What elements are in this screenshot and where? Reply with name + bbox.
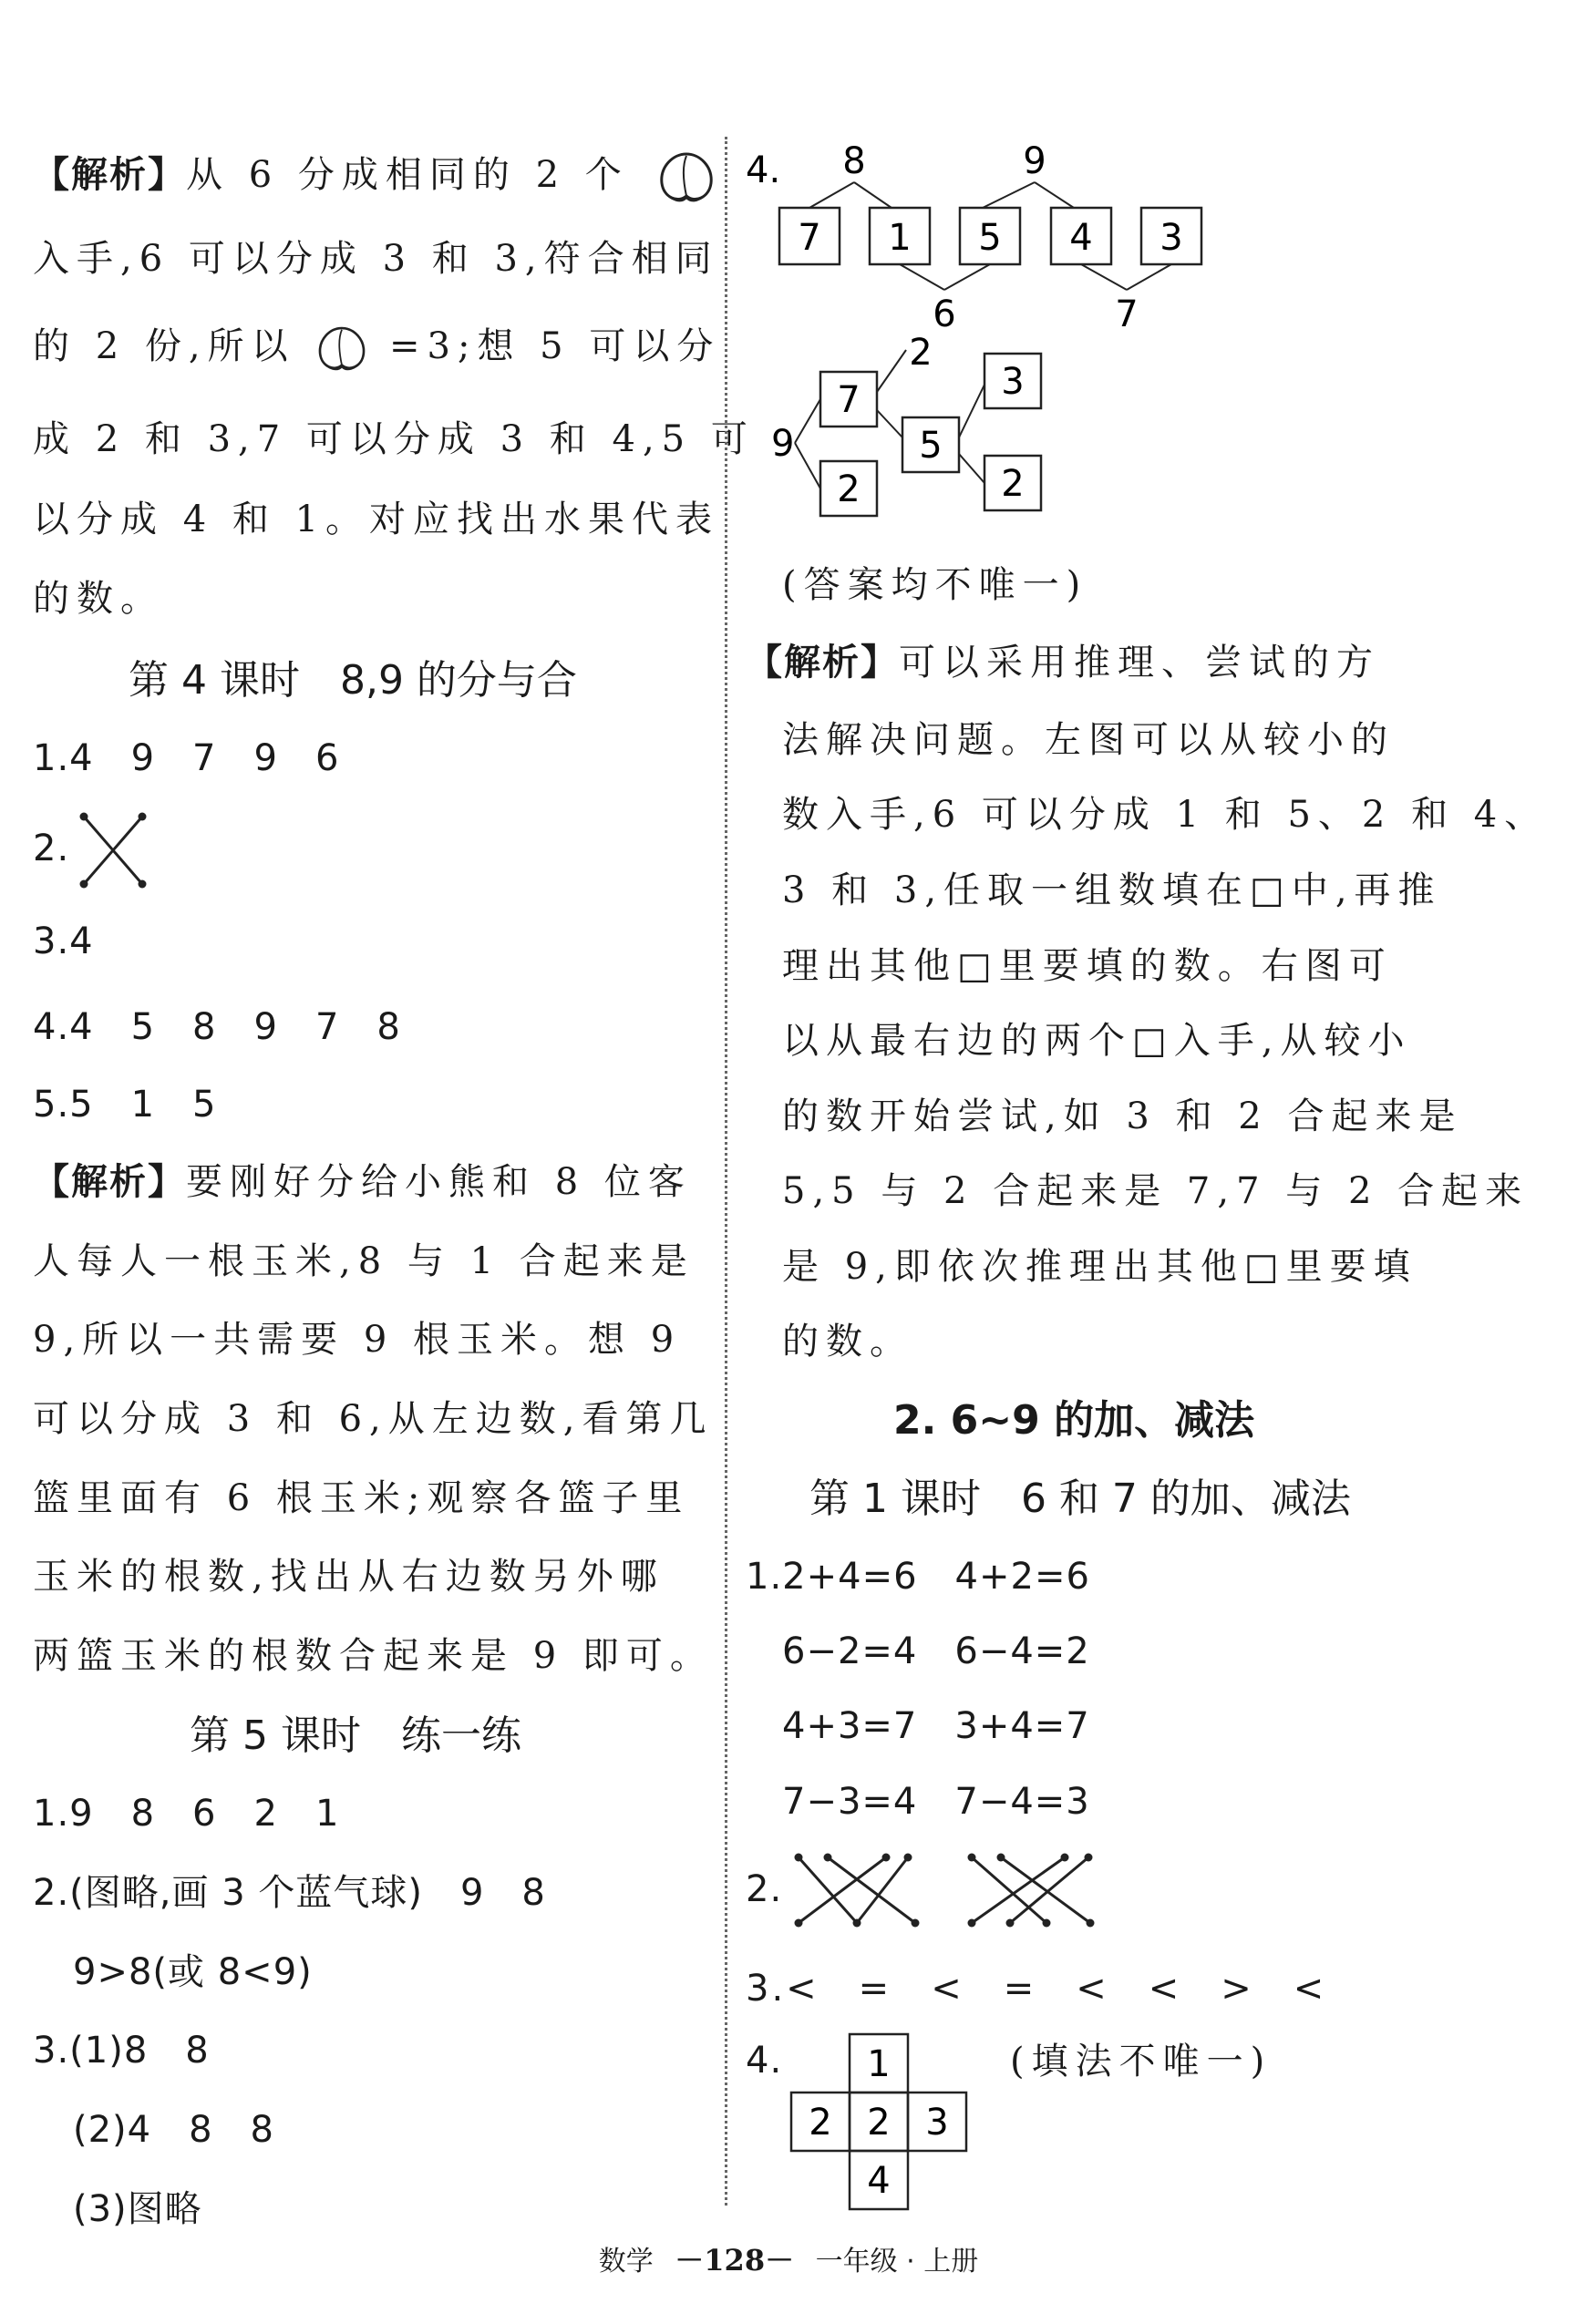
lesson-5-answer-2: 2.(图略,画 3 个蓝气球) 9 8 bbox=[33, 1872, 546, 1914]
analysis-bracket: 【解析】 bbox=[33, 1160, 186, 1203]
box-value: 3 bbox=[1160, 217, 1183, 259]
tree-root: 9 bbox=[771, 423, 795, 465]
lesson-4-title: 第 4 课时 8,9 的分与合 bbox=[129, 657, 577, 704]
lesson-5-answer-2b: 9>8(或 8<9) bbox=[73, 1951, 313, 1993]
lesson-5-answer-3c: (3)图略 bbox=[73, 2188, 202, 2230]
analysis-1-line-1: 【解析】从 6 分成相同的 2 个 bbox=[33, 146, 718, 209]
section-2-answer-3: 3.< = < = < < > < bbox=[746, 1968, 1327, 2010]
equation-line: 6−2=4 6−4=2 bbox=[782, 1630, 1090, 1672]
q4-label: 4. bbox=[746, 149, 781, 191]
grid-top: 1 bbox=[867, 2043, 891, 2085]
tree-branch-top: 2 bbox=[909, 337, 933, 374]
lesson-4-answer-5: 5.5 1 5 bbox=[33, 1084, 217, 1126]
bottom-number: 6 bbox=[933, 293, 956, 335]
analysis-3-line-5: 理出其他□里要填的数。右图可 bbox=[782, 945, 1393, 987]
analysis-3-line-1: 【解析】可以采用推理、尝试的方 bbox=[746, 641, 1380, 684]
tree-right-bottom: 2 bbox=[1001, 463, 1025, 505]
page-number: －128－ bbox=[675, 2243, 795, 2278]
analysis-2-line-3: 9,所以一共需要 9 根玉米。想 9 bbox=[33, 1319, 682, 1361]
analysis-1-line-3: 的 2 份,所以 =3;想 5 可以分 bbox=[33, 317, 720, 376]
analysis-3-line-4: 3 和 3,任取一组数填在□中,再推 bbox=[782, 869, 1442, 911]
analysis-bracket: 【解析】 bbox=[33, 153, 186, 196]
analysis-3-line-10: 的数。 bbox=[782, 1321, 913, 1363]
lesson-5-answer-3: 3.(1)8 8 bbox=[33, 2030, 210, 2072]
box-value: 1 bbox=[888, 217, 912, 259]
equation-line: 7−3=4 7−4=3 bbox=[782, 1781, 1090, 1823]
tree-mid-top: 7 bbox=[837, 379, 861, 421]
grid-right: 3 bbox=[925, 2102, 949, 2144]
tree-mid-bottom: 2 bbox=[837, 468, 861, 510]
equation-line: 4+3=7 3+4=7 bbox=[782, 1705, 1090, 1747]
analysis-1-line-5: 以分成 4 和 1。对应找出水果代表 bbox=[33, 499, 720, 540]
grid-center: 2 bbox=[867, 2102, 891, 2144]
cross-grid-diagram bbox=[788, 2031, 970, 2231]
bottom-number: 7 bbox=[1115, 293, 1139, 335]
analysis-3-line-9: 是 9,即依次推理出其他□里要填 bbox=[782, 1246, 1417, 1288]
analysis-2-line-2: 人每人一根玉米,8 与 1 合起来是 bbox=[33, 1240, 695, 1282]
grid-left: 2 bbox=[809, 2102, 832, 2144]
peach-icon bbox=[314, 322, 370, 376]
analysis-3-line-6: 以从最右边的两个□入手,从较小 bbox=[782, 1020, 1412, 1062]
box-value: 4 bbox=[1069, 217, 1093, 259]
section-2-title: 2. 6~9 的加、减法 bbox=[893, 1397, 1255, 1444]
q4-note: (答案均不唯一) bbox=[782, 564, 1088, 606]
lesson-4-answer-1: 1.4 9 7 9 6 bbox=[33, 737, 340, 779]
analysis-3-line-3: 数入手,6 可以分成 1 和 5、2 和 4、 bbox=[782, 794, 1549, 836]
page-footer bbox=[0, 2237, 1577, 2279]
number-chain-diagram bbox=[746, 128, 1220, 346]
matching-lines-diagram bbox=[791, 1850, 1101, 1932]
analysis-2-line-7: 两篮玉米的根数合起来是 9 即可。 bbox=[33, 1635, 714, 1677]
footer-grade: 一年级 · 上册 bbox=[815, 2246, 979, 2278]
lesson-4-answer-2: 2. bbox=[33, 809, 149, 891]
analysis-2-line-1: 【解析】要刚好分给小熊和 8 位客 bbox=[33, 1160, 692, 1203]
analysis-2-line-5: 篮里面有 6 根玉米;观察各篮子里 bbox=[33, 1477, 690, 1519]
box-value: 7 bbox=[798, 217, 821, 259]
analysis-bracket: 【解析】 bbox=[746, 641, 899, 684]
section-2-lesson-1-title: 第 1 课时 6 和 7 的加、减法 bbox=[809, 1476, 1351, 1522]
analysis-1-line-2: 入手,6 可以分成 3 和 3,符合相同 bbox=[33, 238, 719, 280]
tree-right-top: 3 bbox=[1001, 361, 1025, 403]
lesson-5-title: 第 5 课时 练一练 bbox=[190, 1712, 521, 1759]
lesson-4-answer-4: 4.4 5 8 9 7 8 bbox=[33, 1006, 401, 1048]
section-2-answer-4-note: (填法不唯一) bbox=[1010, 2041, 1273, 2082]
lesson-5-answer-1: 1.9 8 6 2 1 bbox=[33, 1793, 340, 1835]
tree-center: 5 bbox=[919, 425, 943, 467]
analysis-3-line-8: 5,5 与 2 合起来是 7,7 与 2 合起来 bbox=[782, 1170, 1530, 1212]
analysis-3-line-7: 的数开始尝试,如 3 和 2 合起来是 bbox=[782, 1095, 1463, 1137]
peach-icon bbox=[655, 147, 718, 209]
top-number: 9 bbox=[1023, 140, 1046, 182]
column-divider bbox=[725, 137, 727, 2206]
lesson-4-answer-3: 3.4 bbox=[33, 920, 94, 962]
top-number: 8 bbox=[842, 140, 866, 182]
section-2-answer-4: 4. bbox=[746, 2040, 783, 2082]
analysis-3-line-2: 法解决问题。左图可以从较小的 bbox=[782, 719, 1395, 761]
footer-subject: 数学 bbox=[598, 2246, 654, 2278]
analysis-2-line-4: 可以分成 3 和 6,从左边数,看第几 bbox=[33, 1398, 714, 1440]
analysis-1-line-6: 的数。 bbox=[33, 578, 164, 620]
analysis-2-line-6: 玉米的根数,找出从右边数另外哪 bbox=[33, 1556, 665, 1598]
grid-bottom: 4 bbox=[867, 2160, 891, 2202]
lesson-5-answer-3b: (2)4 8 8 bbox=[73, 2109, 275, 2151]
cross-lines-diagram bbox=[77, 809, 149, 891]
equation-line: 1.2+4=6 4+2=6 bbox=[746, 1556, 1090, 1598]
number-tree-diagram bbox=[771, 337, 1099, 547]
analysis-1-line-4: 成 2 和 3,7 可以分成 3 和 4,5 可 bbox=[33, 418, 755, 460]
box-value: 5 bbox=[978, 217, 1002, 259]
section-2-answer-2: 2. bbox=[746, 1850, 1101, 1932]
